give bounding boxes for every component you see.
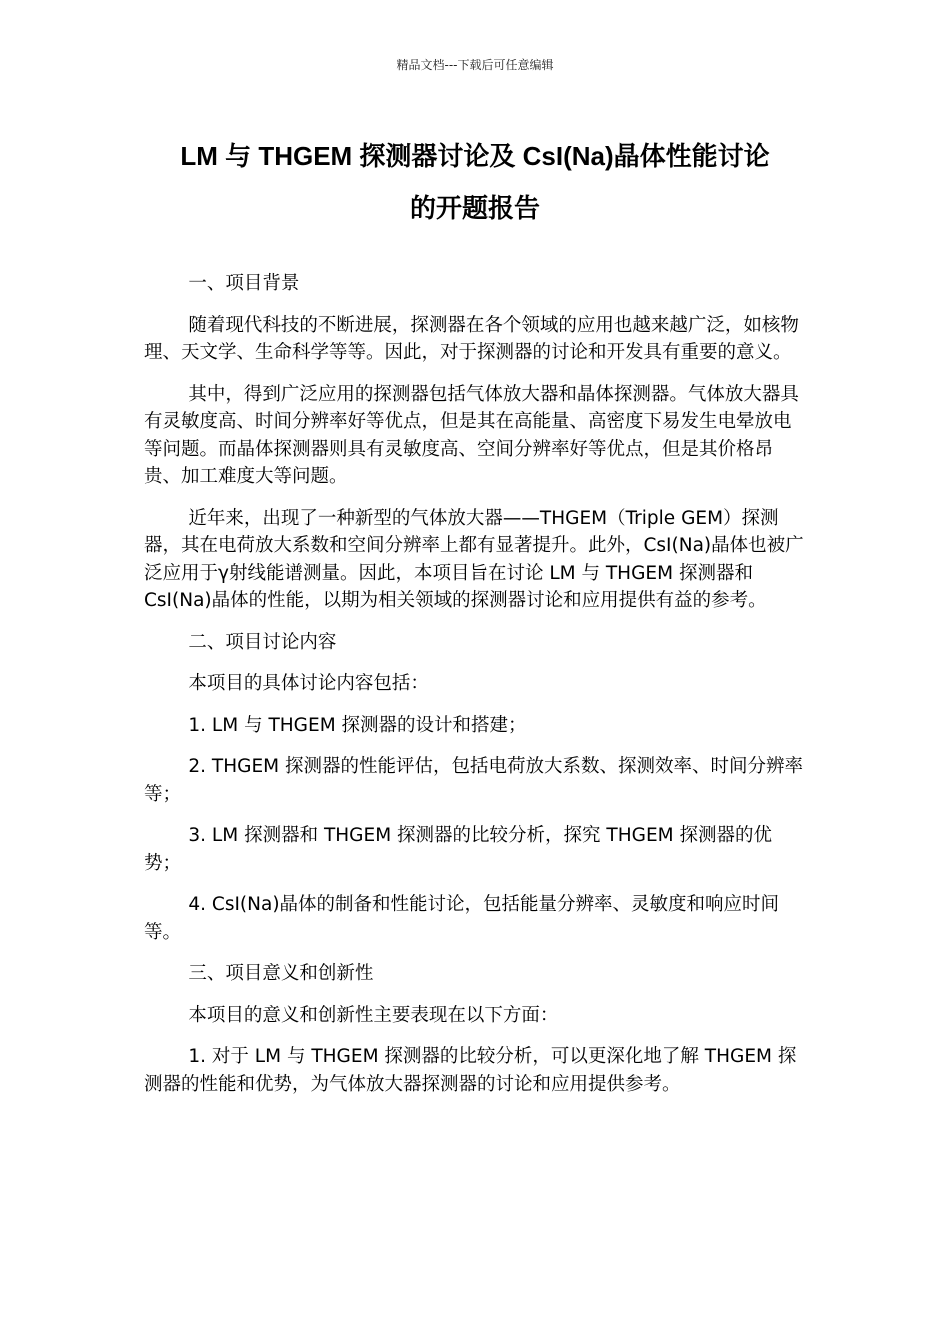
section-heading-background: 一、项目背景 — [188, 273, 300, 294]
list-item: 3. LM 探测器和 THGEM 探测器的比较分析，探究 THGEM 探测器的优势； — [144, 825, 772, 874]
document-title-line-1: LM 与 THGEM 探测器讨论及 CsI(Na)晶体性能讨论 — [180, 141, 770, 171]
paragraph: 本项目的意义和创新性主要表现在以下方面： — [188, 1004, 559, 1026]
list-item: 2. THGEM 探测器的性能评估，包括电荷放大系数、探测效率、时间分辨率等； — [144, 756, 804, 805]
paragraph: 随着现代科技的不断进展，探测器在各个领域的应用也越来越广泛，如核物理、天文学、生命科学等等。因此，对于探测器的讨论和开发具有重要的意义。 — [144, 314, 799, 363]
section-heading-significance: 三、项目意义和创新性 — [188, 963, 374, 984]
paragraph: 近年来，出现了一种新型的气体放大器——THGEM（Triple GEM）探测器，其在电荷放大系数和空间分辨率上都有显著提升。此外，CsI(Na)晶体也被广泛应用于γ射线能谱测量。因此，本项目旨在讨论 LM 与 THGEM 探测器和 CsI(Na)晶体的性能，以期为相关领域的探测器讨论和应用提供有益的参考。 — [144, 507, 804, 611]
document-body — [144, 270, 808, 1112]
list-item: 1. 对于 LM 与 THGEM 探测器的比较分析，可以更深化地了解 THGEM 探测器的性能和优势，为气体放大器探测器的讨论和应用提供参考。 — [144, 1046, 797, 1095]
list-item: 1. LM 与 THGEM 探测器的设计和搭建； — [188, 714, 527, 736]
paragraph: 其中，得到广泛应用的探测器包括气体放大器和晶体探测器。气体放大器具有灵敏度高、时间分辨率好等优点，但是其在高能量、高密度下易发生电晕放电等问题。而晶体探测器则具有灵敏度高、空间分辨率好等优点，但是其价格昂贵、加工难度大等问题。 — [144, 383, 799, 487]
section-heading-research-content: 二、项目讨论内容 — [188, 631, 337, 653]
page-header: 精品文档---下载后可任意编辑 — [396, 58, 554, 72]
document-title-line-2: 的开题报告 — [409, 193, 540, 223]
document-title — [140, 130, 810, 234]
list-item: 4. CsI(Na)晶体的制备和性能讨论，包括能量分辨率、灵敏度和响应时间等。 — [144, 894, 780, 943]
paragraph: 本项目的具体讨论内容包括： — [188, 673, 429, 694]
